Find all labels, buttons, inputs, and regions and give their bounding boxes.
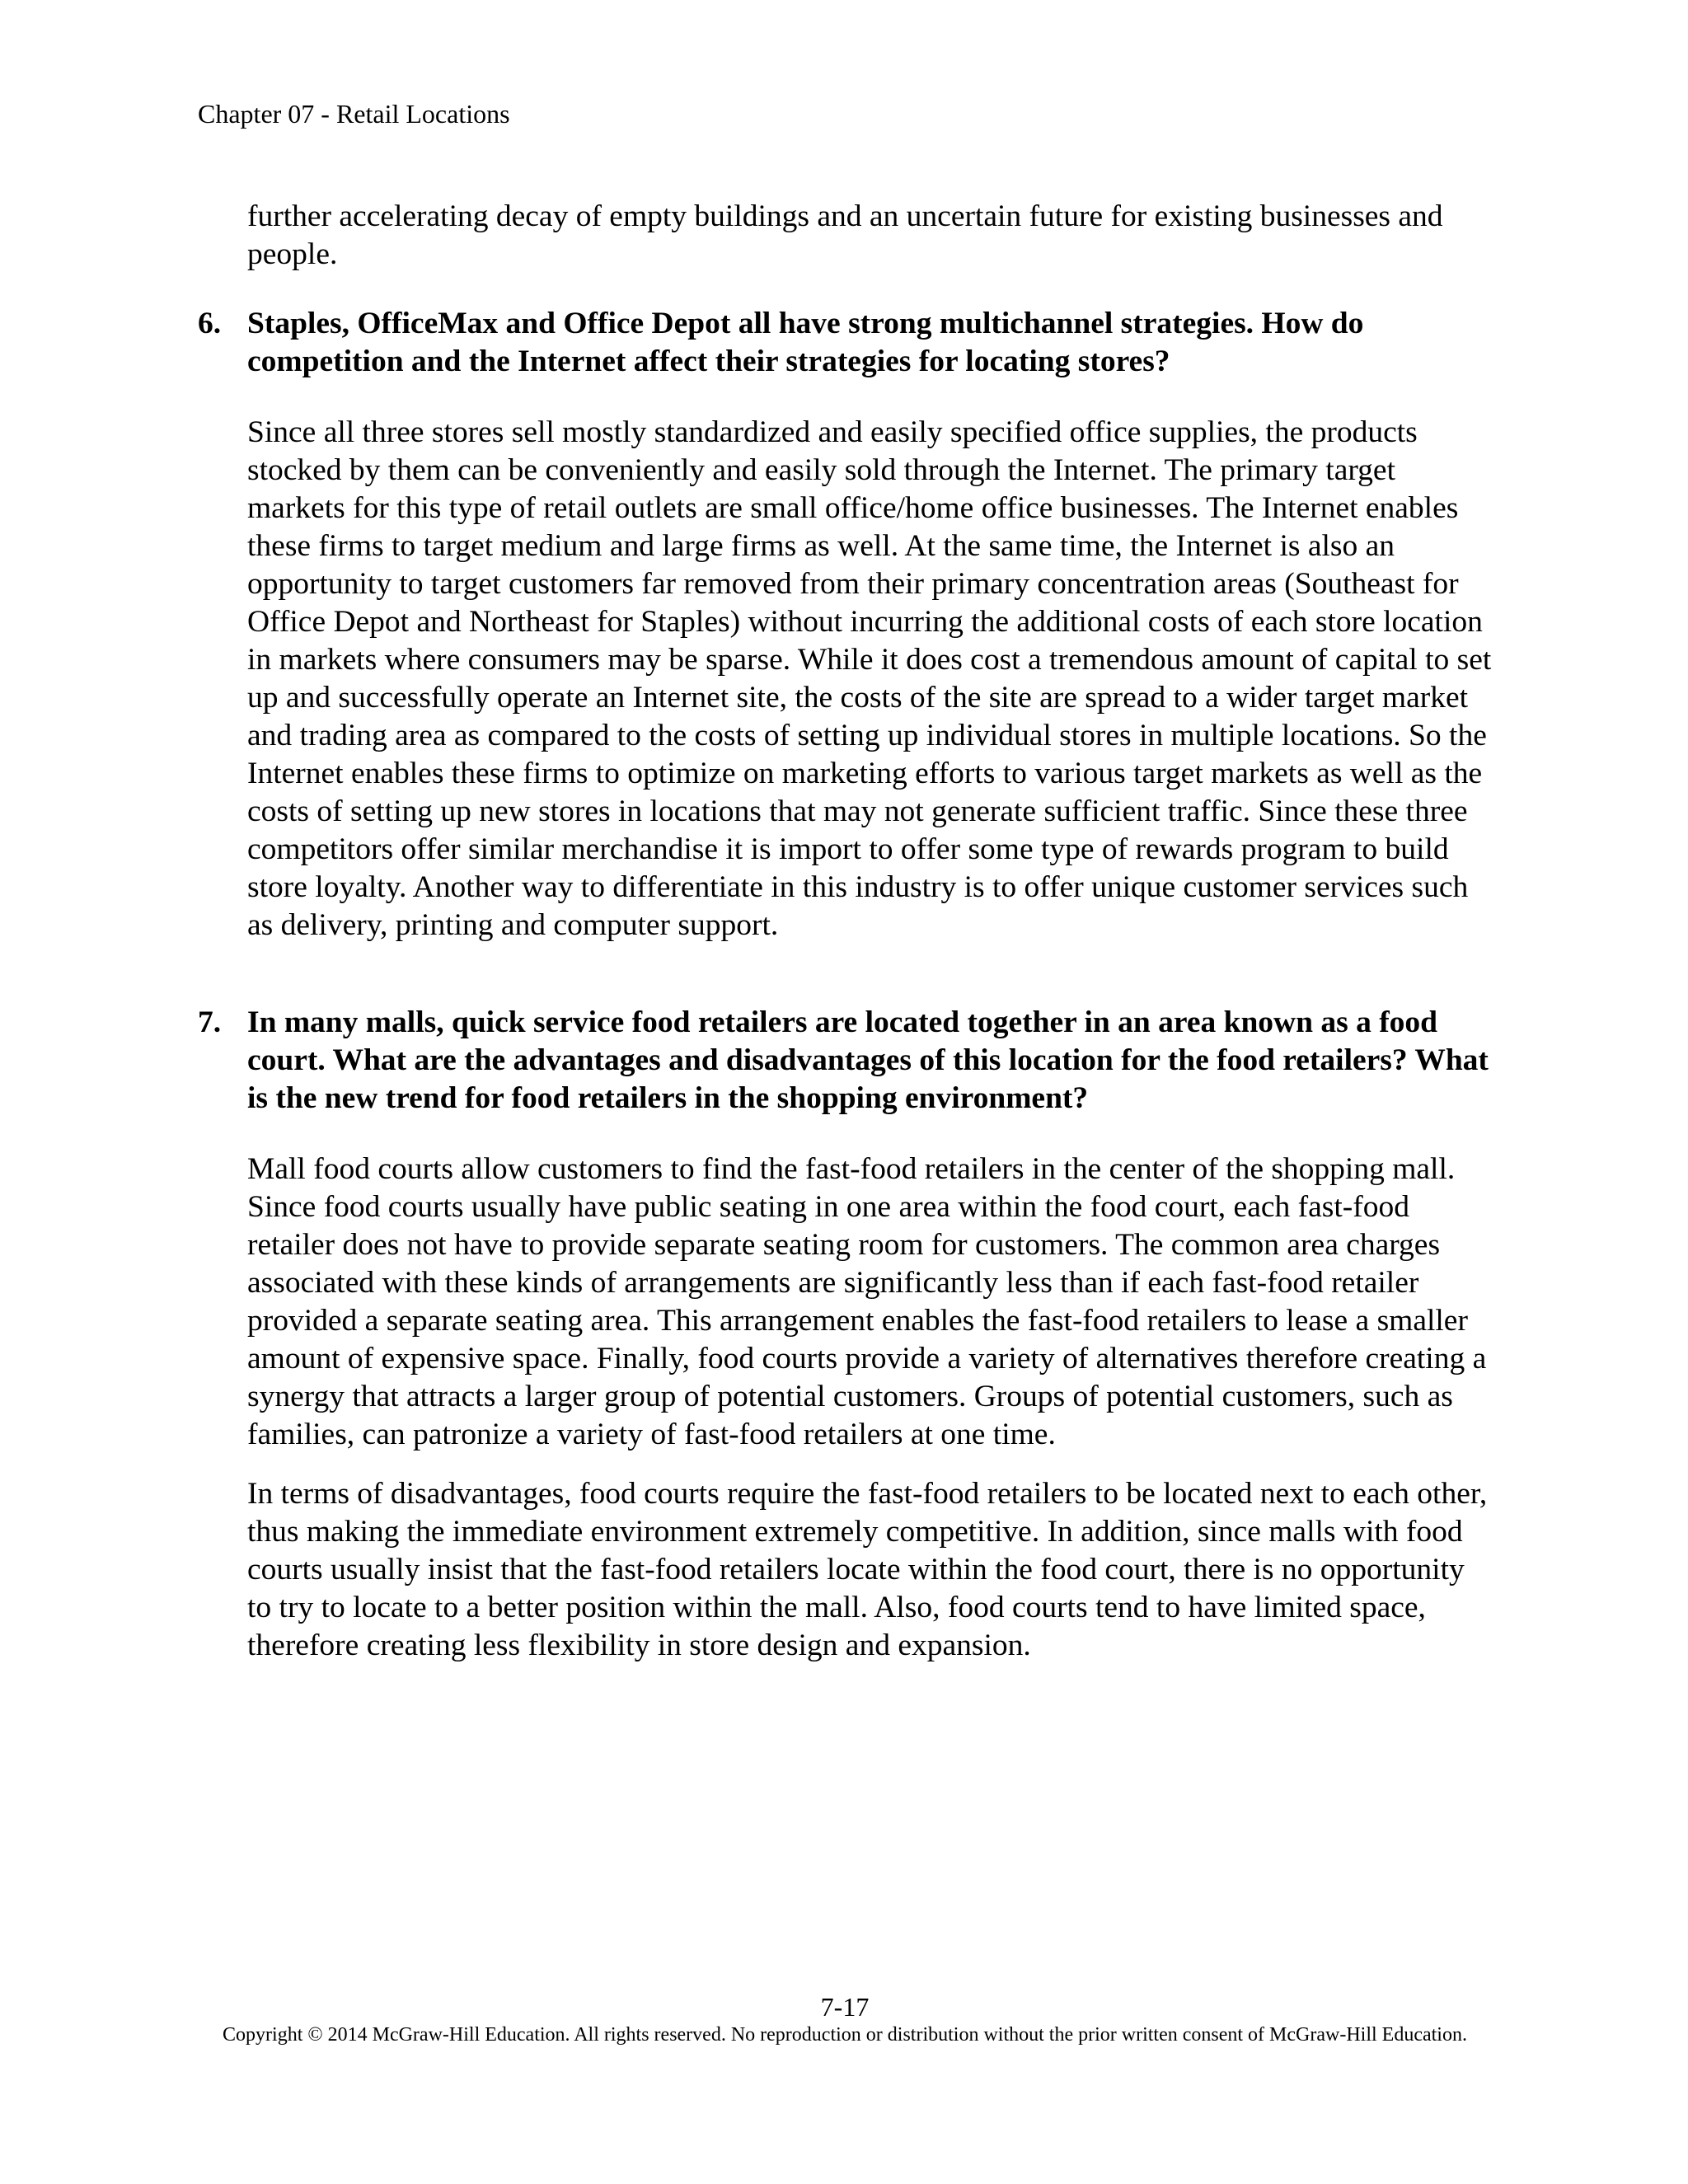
answer-7-paragraph-1: Mall food courts allow customers to find the fast-food retailers in the center of the shopping mall. Since food courts usually have public seating in one area within the food court, each fast-food retailer does not have to provide separate seating room for customers. The common area charges associated with these kinds of arrangements are significantly less than if each fast-food retailer provided a separate seating area. This arrangement enables the fast-food retailers to lease a smaller amount of expensive space. Finally, food courts provide a variety of alternatives therefore creating a synergy that attracts a larger group of potential customers. Groups of potential customers, such as families, can patronize a variety of fast-food retailers at one time. (247, 1152, 1487, 1451)
continuation-paragraph: further accelerating decay of empty buildings and an uncertain future for existing businesses and people. (247, 199, 1443, 271)
page-content (198, 198, 1492, 1696)
question-number: 6. (198, 307, 222, 340)
copyright-notice: Copyright © 2014 McGraw-Hill Education. All rights reserved. No reproduction or distribution without the prior written consent of McGraw-Hill Education. (223, 2024, 1467, 2046)
question-7 (198, 1004, 1492, 1118)
answer-7-paragraph-2: In terms of disadvantages, food courts require the fast-food retailers to be located next to each other, thus making the immediate environment extremely competitive. In addition, since malls with food courts usually insist that the fast-food retailers locate within the food court, there is no opportunity to try to locate to a better position within the mall. Also, food courts tend to have limited space, therefore creating less flexibility in store design and expansion. (247, 1477, 1488, 1662)
answer-6-paragraph: Since all three stores sell mostly standardized and easily specified office supplies, the products stocked by them can be conveniently and easily sold through the Internet. The primary target markets for this type of retail outlets are small office/home office businesses. The Internet enables these firms to target medium and large firms as well. At the same time, the Internet is also an opportunity to target customers far removed from their primary concentration areas (Southeast for Office Depot and Northeast for Staples) without incurring the additional costs of each store location in markets where consumers may be sparse. While it does cost a tremendous amount of capital to set up and successfully operate an Internet site, the costs of the site are spread to a wider target market and trading area as compared to the costs of setting up individual stores in multiple locations. So the Internet enables these firms to optimize on marketing efforts to various target markets as well as the costs of setting up new stores in locations that may not generate sufficient traffic. Since these three competitors offer similar merchandise it is import to offer some type of rewards program to build store loyalty. Another way to differentiate in this industry is to offer unique customer services such as delivery, printing and computer support. (247, 415, 1492, 942)
page-number: 7-17 (820, 1992, 870, 2022)
page-footer (198, 1990, 1492, 2046)
question-number: 7. (198, 1005, 222, 1039)
question-text: Staples, OfficeMax and Office Depot all have strong multichannel strategies. How do competition and the Internet affect their strategies for locating stores? (247, 307, 1364, 378)
question-6 (198, 305, 1492, 381)
chapter-header: Chapter 07 - Retail Locations (198, 99, 510, 129)
question-text: In many malls, quick service food retailers are located together in an area known as a food court. What are the advantages and disadvantages of this location for the food retailers? What is the new trend for food retailers in the shopping environment? (247, 1005, 1489, 1115)
